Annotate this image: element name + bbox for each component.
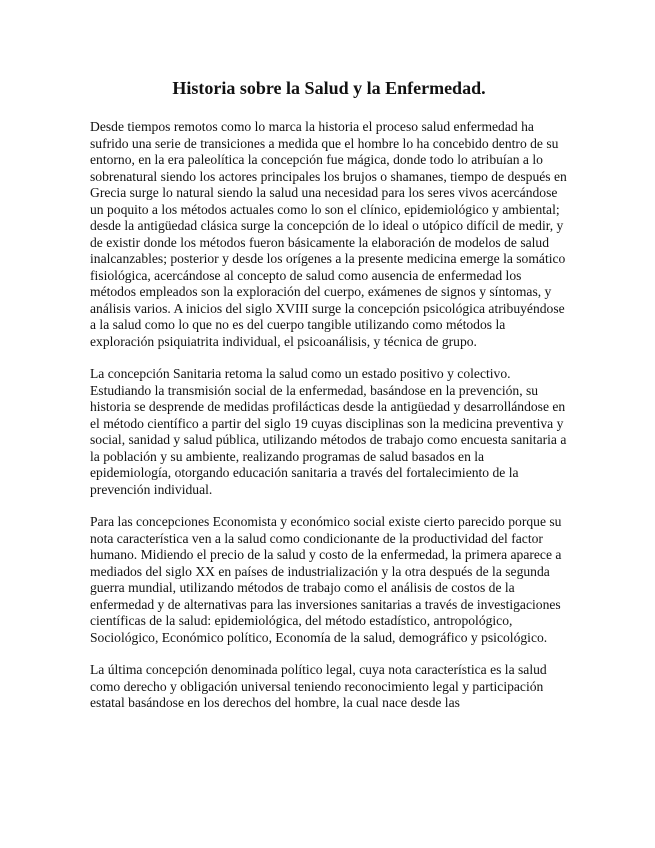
document-page (90, 78, 568, 712)
paragraph-politico-legal: La última concepción denominada político legal, cuya nota característica es la salud como derecho y obligación universal teniendo reconocimiento legal y participación estatal basándose en los derechos del hombre, la cual nace desde las (90, 662, 547, 710)
paragraph-economista: Para las concepciones Economista y económico social existe cierto parecido porque su nota característica ven a la salud como condicionante de la productividad del factor humano. Midiendo el precio de la salud y costo de la enfermedad, la primera aparece a mediados del siglo XX en países de industrialización y la otra después de la segunda guerra mundial, utilizando métodos de trabajo como el análisis de costos de la enfermedad y de alternativas para las inversiones sanitarias a través de investigaciones científicas de la salud: epidemiológica, del método estadístico, antropológico, Sociológico, Económico político, Economía de la salud, demográfico y psicológico. (90, 514, 562, 645)
paragraph-historia: Desde tiempos remotos como lo marca la historia el proceso salud enfermedad ha sufrido una serie de transiciones a medida que el hombre lo ha concebido dentro de su entorno, en la era paleolítica la concepción fue mágica, donde todo lo atribuían a lo sobrenatural siendo los actores principales los brujos o shamanes, tiempo de después en Grecia surge lo natural siendo la salud una necesidad para los seres vivos acercándose un poquito a los métodos actuales como lo son el clínico, epidemiológico y ambiental; desde la antigüedad clásica surge la concepción de lo ideal o utópico difícil de medir, y de existir donde los métodos fueron básicamente la elaboración de modelos de salud inalcanzables; posterior y desde los orígenes a la presente medicina emerge la somático fisiológica, acercándose al concepto de salud como ausencia de enfermedad los métodos empleados son la exploración del cuerpo, exámenes de signos y síntomas, y análisis varios. A inicios del siglo XVIII surge la concepción psicológica atribuyéndose a la salud como lo que no es del cuerpo tangible utilizando como métodos la exploración psiquiatrita individual, el psicoanálisis, y técnica de grupo. (90, 119, 567, 349)
paragraph-sanitaria: La concepción Sanitaria retoma la salud como un estado positivo y colectivo. Estudiando la transmisión social de la enfermedad, basándose en la prevención, su historia se desprende de medidas profilácticas desde la antigüedad y desarrollándose en el método científico a partir del siglo 19 cuyas disciplinas son la medicina preventiva y social, sanidad y salud pública, utilizando métodos de trabajo como encuesta sanitaria a la población y su ambiente, realizando programas de salud basados en la epidemiología, otorgando educación sanitaria a través del fortalecimiento de la prevención individual. (90, 366, 567, 497)
document-title: Historia sobre la Salud y la Enfermedad. (172, 78, 486, 98)
